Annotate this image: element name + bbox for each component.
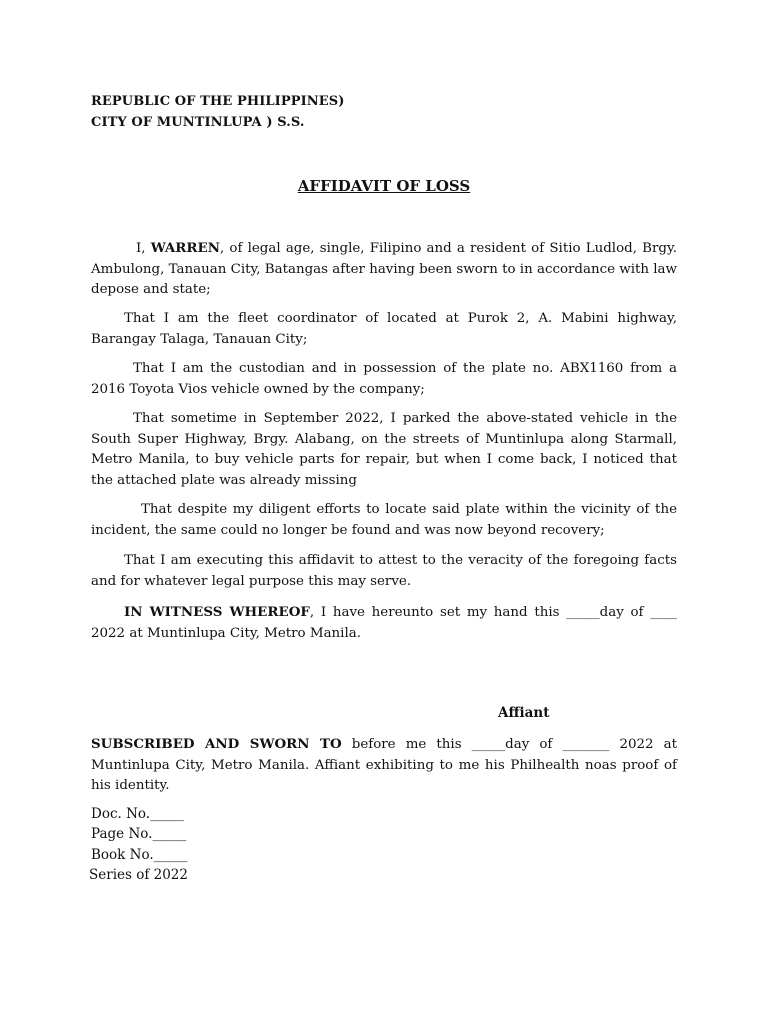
document-title: AFFIDAVIT OF LOSS (297, 177, 471, 195)
book-no: Book No._____ (91, 847, 188, 863)
doc-no: Doc. No._____ (91, 806, 184, 822)
series-year: Series of 2022 (89, 867, 188, 883)
paragraph-witness (91, 602, 677, 644)
witness-heading: IN WITNESS WHEREOF (124, 604, 310, 620)
page-no: Page No._____ (91, 826, 187, 842)
paragraph-efforts: That despite my diligent efforts to locate said plate within the vicinity of the incident, the same could no longer be found and was now beyond recovery; (91, 502, 677, 538)
sworn-text: before me this _____day of _______ 2022 at Muntinlupa City, Metro Manila. Affiant exhibiting to me his Philhealth noas proof of his identity. (91, 737, 677, 793)
paragraph-custodian: That I am the custodian and in possession of the plate no. ABX1160 from a 2016 Toyota Vios vehicle owned by the company; (91, 361, 677, 397)
paragraph-purpose: That I am executing this affidavit to attest to the veracity of the foregoing facts and for whatever legal purpose this may serve. (91, 553, 677, 589)
identity-post: , of legal age, single, Filipino and a resident of Sitio Ludlod, Brgy. Ambulong, Tanauan City, Batangas after having been sworn to in accordance with law depose and state; (91, 241, 677, 297)
affiant-name: WARREN (150, 240, 220, 256)
identity-pre: I, (136, 241, 151, 256)
paragraph-identity (91, 238, 677, 301)
sworn-heading: SUBSCRIBED AND SWORN TO (91, 736, 342, 752)
header-city: CITY OF MUNTINLUPA ) S.S. (91, 115, 305, 130)
paragraph-incident: That sometime in September 2022, I parked the above-stated vehicle in the South Super Highway, Brgy. Alabang, on the streets of Muntinlupa along Starmall, Metro Manila, to buy vehicle parts for repair, but when I come back, I noticed that the attached plate was already missing (91, 411, 677, 488)
paragraph-sworn (91, 734, 677, 797)
paragraph-position: That I am the fleet coordinator of located at Purok 2, A. Mabini highway, Barangay Talaga, Tanauan City; (91, 311, 677, 347)
affiant-label: Affiant (498, 705, 550, 721)
witness-text: , I have hereunto set my hand this _____day of ____ 2022 at Muntinlupa City, Metro Manila. (91, 605, 677, 641)
header-republic: REPUBLIC OF THE PHILIPPINES) (91, 94, 345, 109)
